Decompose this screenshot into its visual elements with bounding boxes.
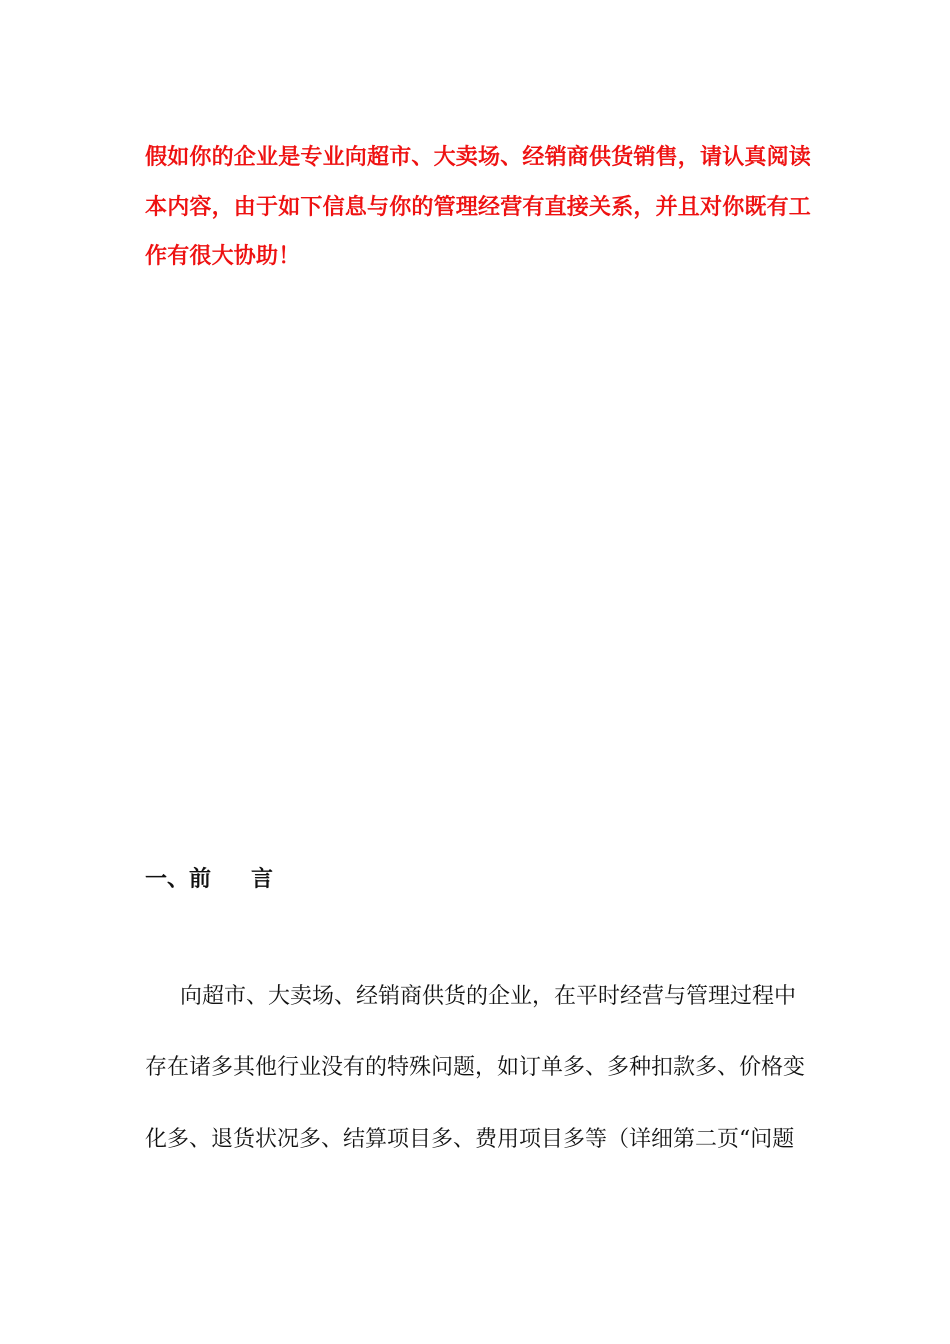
section-number: 一、 <box>145 867 190 892</box>
notice-line-3: 作有很大协助！ <box>145 244 301 269</box>
body-line-3: 化多、退货状况多、结算项目多、费用项目多等（详细第二页“问题 <box>145 1127 795 1152</box>
section-heading <box>145 865 273 895</box>
section-title-part2: 言 <box>251 867 274 892</box>
notice-line-2: 本内容，由于如下信息与你的管理经营有直接关系，并且对你既有工 <box>145 195 812 220</box>
body-line-2: 存在诸多其他行业没有的特殊问题，如订单多、多种扣款多、价格变 <box>145 1055 806 1080</box>
notice-line-1: 假如你的企业是专业向超市、大卖场、经销商供货销售，请认真阅读 <box>145 145 812 170</box>
section-title-part1: 前 <box>189 867 212 892</box>
body-line-1: 向超市、大卖场、经销商供货的企业，在平时经营与管理过程中 <box>180 984 797 1009</box>
